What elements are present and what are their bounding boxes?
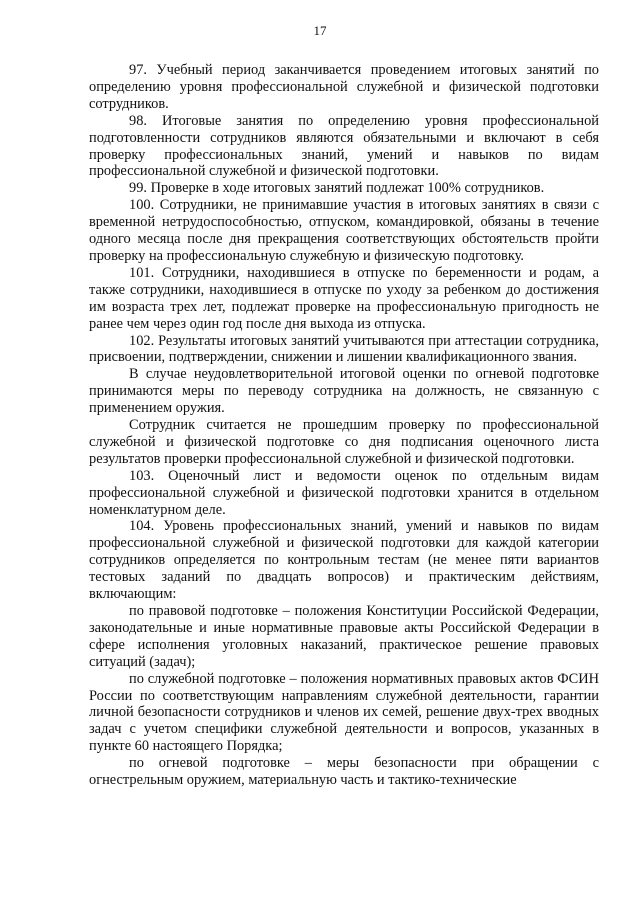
paragraph-103: 103. Оценочный лист и ведомости оценок по отдельным видам профессиональной служебной и физической подготовки хранится в отдельном номенклатурном деле. bbox=[89, 467, 599, 518]
paragraph-104-legal: по правовой подготовке – положения Конституции Российской Федерации, законодательные и иные нормативные правовые акты Российской Федерации в сфере исполнения уголовных наказаний, практическое решение правовых ситуаций (задач); bbox=[89, 603, 599, 670]
paragraph-97: 97. Учебный период заканчивается проведением итоговых занятий по определению уровня профессиональной служебной и физической подготовки сотрудников. bbox=[89, 62, 599, 112]
paragraph-99: 99. Проверке в ходе итоговых занятий подлежат 100% сотрудников. bbox=[129, 180, 545, 197]
paragraph-102-firearms: В случае неудовлетворительной итоговой оценки по огневой подготовке принимаются меры по переводу сотрудника на должность, не связанную с применением оружия. bbox=[89, 366, 599, 417]
paragraph-102: 102. Результаты итоговых занятий учитываются при аттестации сотрудника, присвоении, подтверждении, снижении и лишении квалификационного звания. bbox=[89, 332, 599, 366]
paragraph-98: 98. Итоговые занятия по определению уровня профессиональной подготовленности сотрудников являются обязательными и включают в себя проверку профессиональных знаний, умений и навыков по видам профессиональной служебной и физической подготовки. bbox=[89, 112, 599, 180]
page-number: 17 bbox=[313, 23, 327, 38]
paragraph-104-service: по служебной подготовке – положения нормативных правовых актов ФСИН России по соответствующим направлениям служебной деятельности, гарантии личной безопасности сотрудников и членов их семей, решение двух-трех вводных задач с учетом специфики служебной деятельности и вопросов, указанных в пункте 60 настоящего Порядка; bbox=[89, 670, 599, 755]
paragraph-102-failed-check: Сотрудник считается не прошедшим проверку по профессиональной служебной и физической подготовке со дня подписания оценочного листа результатов проверки профессиональной служебной и физической подготовки. bbox=[89, 417, 599, 467]
paragraph-100: 100. Сотрудники, не принимавшие участия в итоговых занятиях в связи с временной нетрудоспособностью, отпуском, командировкой, обязаны в течение одного месяца после дня прекращения соответствующих обстоятельств пройти проверку на профессиональную служебную и физическую подготовку. bbox=[89, 197, 599, 264]
document-body bbox=[89, 62, 599, 789]
paragraph-101: 101. Сотрудники, находившиеся в отпуске по беременности и родам, а также сотрудники, находившиеся в отпуске по уходу за ребенком до достижения им возраста трех лет, подлежат проверке на профессиональную пригодность не ранее чем через один год после дня выхода из отпуска. bbox=[89, 264, 599, 332]
paragraph-104-firearms: по огневой подготовке – меры безопасности при обращении с огнестрельным оружием, материальную часть и тактико-технические bbox=[89, 755, 599, 789]
paragraph-104: 104. Уровень профессиональных знаний, умений и навыков по видам профессиональной служебной и физической подготовки для каждой категории сотрудников определяется по контрольным тестам (не менее пяти вариантов тестовых заданий по двадцать вопросов) и практическим действиям, включающим: bbox=[89, 518, 599, 603]
